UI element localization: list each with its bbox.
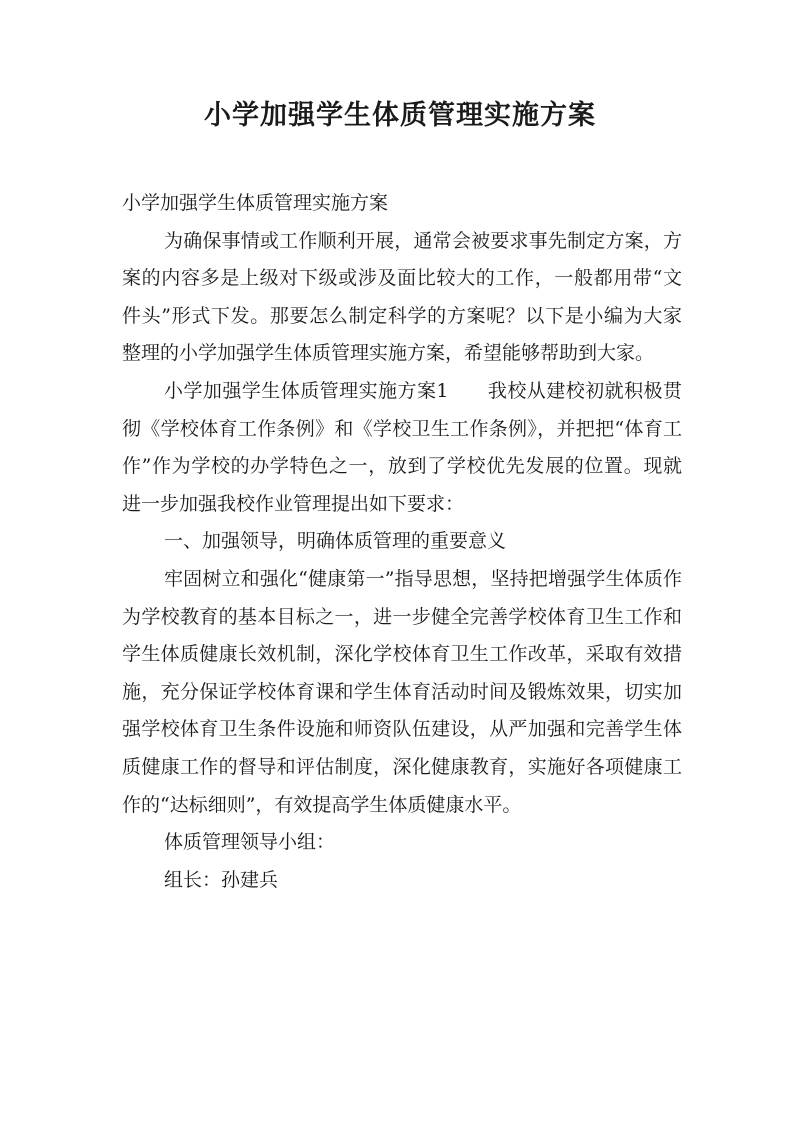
paragraph-plan-1: 小学加强学生体质管理实施方案1 我校从建校初就积极贯彻《学校体育工作条例》和《学校卫生工作条例》，并把把“体育工作”作为学校的办学特色之一，放到了学校优先发展的位置。现就进一步加强我校作业管理提出如下要求：	[122, 379, 682, 515]
document-title: 小学加强学生体质管理实施方案	[204, 100, 596, 131]
section-heading: 一、加强领导，明确体质管理的重要意义	[164, 530, 507, 553]
paragraph-section-content: 牢固树立和强化“健康第一”指导思想，坚持把增强学生体质作为学校教育的基本目标之一，进一步健全完善学校体育卫生工作和学生体质健康长效机制，深化学校体育卫生工作改革，采取有效措施，充分保证学校体育课和学生体育活动时间及锻炼效果，切实加强学校体育卫生条件设施和师资队伍建设，从严加强和完善学生体质健康工作的督导和评估制度，深化健康教育，实施好各项健康工作的“达标细则”，有效提高学生体质健康水平。	[122, 567, 682, 816]
group-leader-line: 组长：孙建兵	[164, 868, 279, 891]
paragraph-intro: 为确保事情或工作顺利开展，通常会被要求事先制定方案，方案的内容多是上级对下级或涉及面比较大的工作，一般都用带“文件头”形式下发。那要怎么制定科学的方案呢？以下是小编为大家整理的小学加强学生体质管理实施方案，希望能够帮助到大家。	[122, 229, 682, 365]
leadership-group-label: 体质管理领导小组：	[164, 831, 336, 854]
document-body	[122, 185, 682, 899]
paragraph-subtitle: 小学加强学生体质管理实施方案	[122, 192, 389, 214]
